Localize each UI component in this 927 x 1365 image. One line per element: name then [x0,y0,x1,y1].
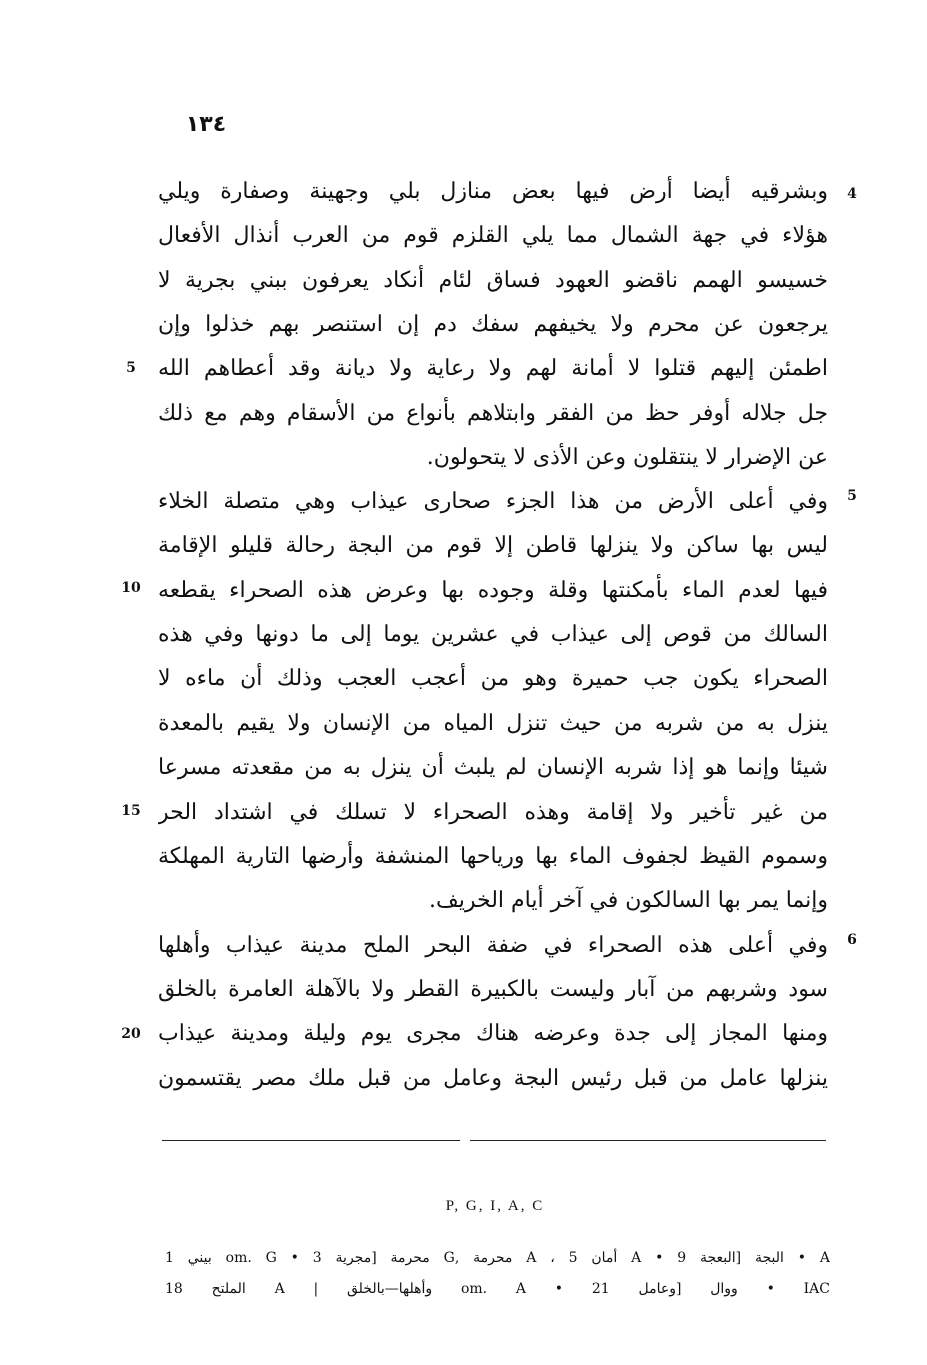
text-line: وإنما يمر بها السالكون في آخر أيام الخريف. [428,888,828,913]
manuscript-sigla: P, G, I, A, C [445,1198,545,1214]
page-number: ١٣٤ [185,112,227,137]
text-line: وفي أعلى الأرض من هذا الجزء صحارى عيذاب وهي متصلة الخلاء [158,489,828,514]
text-line: يرجعون عن محرم ولا يخيفهم سفك دم إن استنصر بهم خذلوا وإن [158,312,828,337]
apparatus-line: IAC • ووال [وعامل 21 • om. A وأهلها—بالخلق | A الملتح 18 [165,1281,830,1297]
paragraph-number-5: 5 [847,488,857,504]
line-number-15: 15 [121,803,141,819]
text-line: فيها لعدم الماء بأمكنتها وقلة وجوده بها وعرض هذه الصحراء يقطعه [158,578,828,603]
paragraph-number-4: 4 [847,186,857,202]
text-line: شيئا وإنما هو إذا شربه الإنسان لم يلبث أن ينزل به من مقعدته مسرعا [158,755,828,780]
apparatus-line: A • البجة [البعجة 9 • A أمان 5 ، A محرمة ,G محرمة [مجرية 3 • om. G بيني 1 [165,1250,830,1266]
text-line: وسموم القيظ لجفوف الماء بها ورياحها المنشفة وأرضها التارية المهلكة [158,844,828,869]
text-line: ليس بها ساكن ولا ينزلها قاطن إلا قوم من البجة رحالة قليلو الإقامة [158,533,828,558]
text-line: ينزلها عامل من قبل رئيس البجة وعامل من قبل ملك مصر يقتسمون [158,1066,828,1091]
text-line: ينزل به من شربه من حيث تنزل المياه من الإنسان ولا يقيم بالمعدة [158,711,828,736]
text-line: عن الإضرار لا ينتقلون وعن الأذى لا يتحولون. [426,445,828,470]
footnote-rule-left [162,1140,460,1141]
line-number-10: 10 [121,580,141,596]
text-line: ومنها المجاز إلى جدة وعرضه هناك مجرى يوم وليلة ومدينة عيذاب [158,1021,828,1046]
text-line: جل جلاله أوفر حظ من الفقر وابتلاهم بأنواع من الأسقام وهم مع ذلك [158,401,828,426]
text-line: هؤلاء في جهة الشمال مما يلي القلزم قوم من العرب أنذال الأفعال [158,223,828,248]
text-line: سود وشربهم من آبار وليست بالكبيرة القطر ولا بالآهلة العامرة بالخلق [158,977,828,1002]
text-line: اطمئن إليهم قتلوا لا أمانة لهم ولا رعاية ولا ديانة وقد أعطاهم الله [158,356,828,381]
text-line: الصحراء يكون جب حميرة وهو من أعجب العجب وذلك أن ماءه لا [158,666,828,691]
text-line: السالك من قوص إلى عيذاب في عشرين يوما إلى ما دونها وفي هذه [158,622,828,647]
text-line: خسيسو الهمم ناقضو العهود فساق لئام أنكاد يعرفون ببني بجرية لا [158,268,828,293]
text-line: وفي أعلى هذه الصحراء في ضفة البحر الملح مدينة عيذاب وأهلها [158,933,828,958]
paragraph-number-6: 6 [847,932,857,948]
line-number-5: 5 [126,360,136,376]
footnote-rule-right [470,1140,826,1141]
text-line: من غير تأخير ولا إقامة وهذه الصحراء لا تسلك في اشتداد الحر [158,800,828,825]
text-line: وبشرقيه أيضا أرض فيها بعض منازل بلي وجهينة وصفارة ويلي [158,179,828,204]
line-number-20: 20 [121,1026,141,1042]
